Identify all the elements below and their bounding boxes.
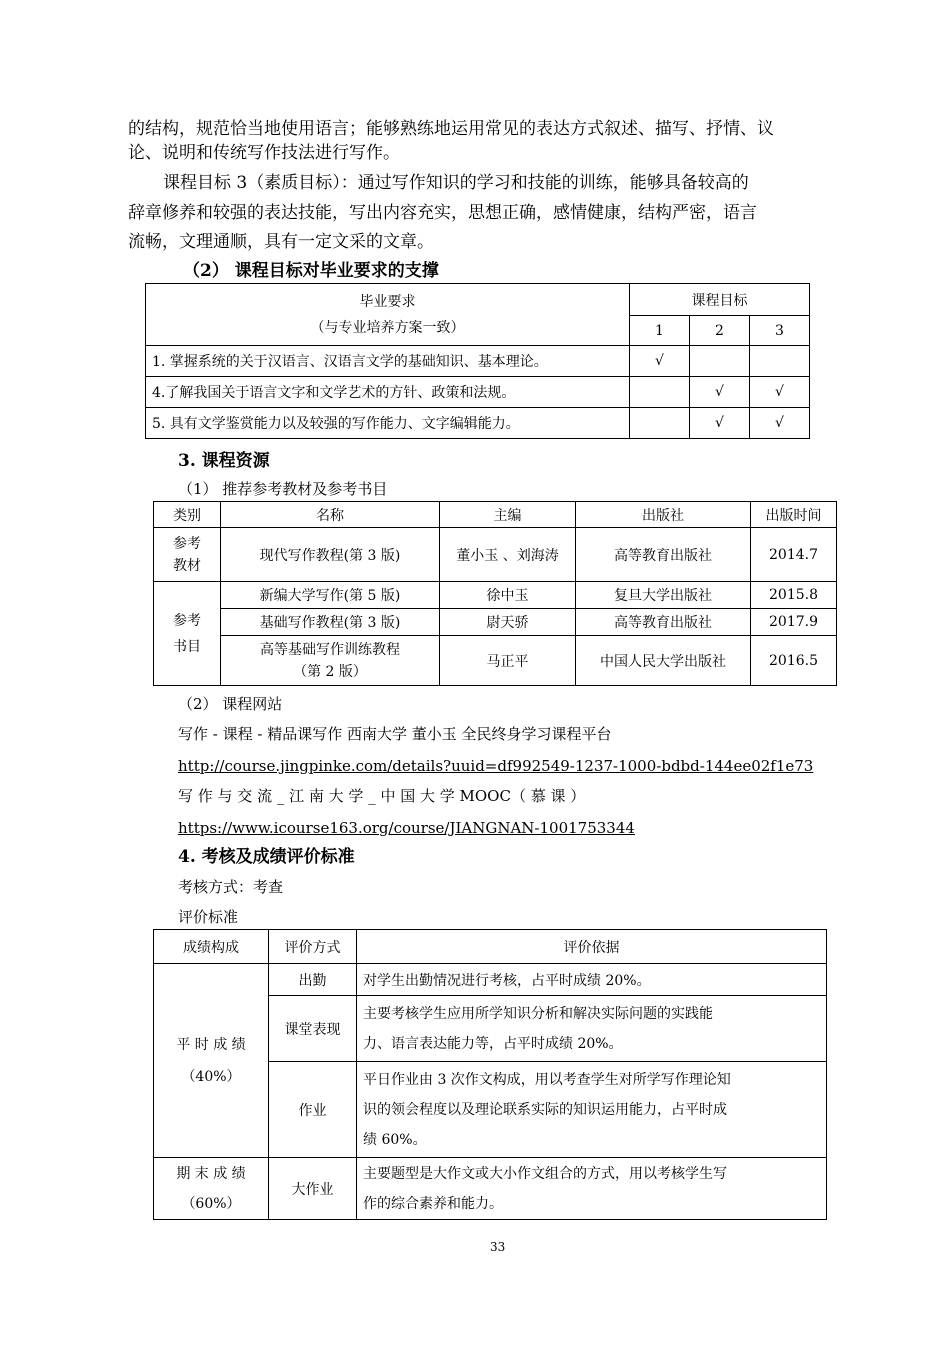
category-line: 书目 [173, 638, 201, 655]
intro-line-1: 的结构，规范恰当地使用语言；能够熟练地运用常见的表达方式叙述、描写、抒情、议 [128, 119, 774, 139]
check-mark [630, 377, 690, 408]
books-table [153, 501, 837, 686]
table-row [154, 1158, 827, 1220]
assess-method: 大作业 [269, 1158, 357, 1220]
assess-basis [357, 1158, 827, 1220]
group-line: （60%） [181, 1195, 241, 1212]
assess-basis [357, 1062, 827, 1158]
goal-num-3: 3 [750, 316, 810, 346]
category-line: 参考 [173, 612, 201, 629]
assess-basis [357, 964, 827, 996]
book-name: 基础写作教程(第 3 版) [221, 609, 440, 636]
table-row [146, 408, 810, 439]
basis-line: 作的综合素养和能力。 [363, 1195, 503, 1212]
resources-sub2: （2） 课程网站 [178, 695, 283, 713]
book-date: 2017.9 [751, 609, 837, 636]
group-line: 平 时 成 绩 [176, 1036, 246, 1053]
site1-link[interactable]: http://course.jingpinke.com/details?uuid=df992549-1237-1000-bdbd-144ee02f1e73 [178, 757, 814, 775]
books-header-publisher: 出版社 [576, 502, 751, 528]
check-mark [750, 346, 810, 377]
assess-method: 作业 [269, 1062, 357, 1158]
category-line: 教材 [173, 557, 201, 574]
book-date: 2016.5 [751, 636, 837, 686]
assess-basis [357, 996, 827, 1062]
support-header-req-line2: （与专业培养方案一致） [310, 319, 465, 336]
intro-line-4: 辞章修养和较强的表达技能，写出内容充实，思想正确，感情健康，结构严密，语言 [128, 203, 757, 223]
book-date: 2015.8 [751, 582, 837, 609]
check-mark: √ [690, 408, 750, 439]
check-mark: √ [630, 346, 690, 377]
assessment-heading: 4. 考核及成绩评价标准 [178, 847, 355, 867]
check-mark [630, 408, 690, 439]
resources-sub1: （1） 推荐参考教材及参考书目 [178, 480, 388, 498]
intro-line-3: 课程目标 3（素质目标）：通过写作知识的学习和技能的训练，能够具备较高的 [163, 173, 749, 193]
group-line: （40%） [181, 1068, 241, 1085]
book-name-line: 高等基础写作训练教程 [260, 641, 400, 658]
site1-title: 写作 - 课程 - 精品课写作 西南大学 董小玉 全民终身学习课程平台 [178, 725, 612, 743]
book-editor: 徐中玉 [440, 582, 576, 609]
book-name: 新编大学写作(第 5 版) [221, 582, 440, 609]
book-publisher: 高等教育出版社 [576, 609, 751, 636]
books-header-category: 类别 [154, 502, 221, 528]
check-mark: √ [750, 408, 810, 439]
regular-score-group [154, 964, 269, 1158]
book-editor: 董小玉 、刘海涛 [440, 528, 576, 582]
support-header-requirement [146, 284, 630, 346]
site2-title: 写 作 与 交 流 _ 江 南 大 学 _ 中 国 大 学 MOOC（ 慕 课 ） [178, 787, 586, 805]
final-score-group [154, 1158, 269, 1220]
book-name: 现代写作教程(第 3 版) [221, 528, 440, 582]
check-mark: √ [690, 377, 750, 408]
assessment-table [153, 929, 827, 1220]
intro-line-5: 流畅，文理通顺，具有一定文采的文章。 [128, 232, 434, 252]
basis-line: 力、语言表达能力等，占平时成绩 20%。 [363, 1035, 623, 1052]
book-editor: 马正平 [440, 636, 576, 686]
book-publisher: 高等教育出版社 [576, 528, 751, 582]
books-header-date: 出版时间 [751, 502, 837, 528]
assess-header-method: 评价方式 [269, 930, 357, 964]
assess-header-composition: 成绩构成 [154, 930, 269, 964]
page-number: 33 [490, 1240, 506, 1254]
category-references [154, 582, 221, 686]
support-header-req-line1: 毕业要求 [359, 293, 416, 310]
requirement-text: 1. 掌握系统的关于汉语言、汉语言文学的基础知识、基本理论。 [146, 346, 630, 377]
basis-line: 绩 60%。 [363, 1131, 427, 1148]
assess-method: 课堂表现 [269, 996, 357, 1062]
resources-heading: 3. 课程资源 [178, 451, 270, 471]
table-row [154, 582, 837, 609]
table-row [154, 528, 837, 582]
support-header-goals: 课程目标 [630, 284, 810, 316]
table-row [154, 964, 827, 996]
assessment-criteria-label: 评价标准 [178, 908, 239, 926]
books-header-name: 名称 [221, 502, 440, 528]
assessment-method: 考核方式：考查 [178, 878, 284, 896]
check-mark: √ [750, 377, 810, 408]
book-date: 2014.7 [751, 528, 837, 582]
assess-method: 出勤 [269, 964, 357, 996]
group-line: 期 末 成 绩 [176, 1165, 246, 1182]
support-heading: （2） 课程目标对毕业要求的支撑 [183, 261, 439, 281]
basis-line: 识的领会程度以及理论联系实际的知识运用能力，占平时成 [363, 1101, 727, 1118]
book-name-line: （第 2 版） [293, 663, 367, 680]
basis-line: 主要题型是大作文或大小作文组合的方式，用以考核学生写 [363, 1165, 727, 1182]
table-row [154, 609, 837, 636]
assess-header-basis: 评价依据 [357, 930, 827, 964]
goal-num-1: 1 [630, 316, 690, 346]
book-publisher: 复旦大学出版社 [576, 582, 751, 609]
basis-line: 对学生出勤情况进行考核，占平时成绩 20%。 [363, 972, 651, 989]
basis-line: 主要考核学生应用所学知识分析和解决实际问题的实践能 [363, 1005, 713, 1022]
book-name [221, 636, 440, 686]
book-publisher: 中国人民大学出版社 [576, 636, 751, 686]
site2-link[interactable]: https://www.icourse163.org/course/JIANGNAN-1001753344 [178, 819, 635, 837]
table-row [146, 346, 810, 377]
basis-line: 平日作业由 3 次作文构成，用以考查学生对所学写作理论知 [363, 1071, 731, 1088]
requirement-text: 5. 具有文学鉴赏能力以及较强的写作能力、文字编辑能力。 [146, 408, 630, 439]
check-mark [690, 346, 750, 377]
table-row [146, 377, 810, 408]
category-line: 参考 [173, 535, 201, 552]
category-textbook [154, 528, 221, 582]
books-header-editor: 主编 [440, 502, 576, 528]
requirement-text: 4.了解我国关于语言文字和文学艺术的方针、政策和法规。 [146, 377, 630, 408]
support-table [145, 283, 810, 439]
book-editor: 尉天骄 [440, 609, 576, 636]
intro-line-2: 论、说明和传统写作技法进行写作。 [128, 143, 400, 163]
goal-num-2: 2 [690, 316, 750, 346]
table-row [154, 636, 837, 686]
